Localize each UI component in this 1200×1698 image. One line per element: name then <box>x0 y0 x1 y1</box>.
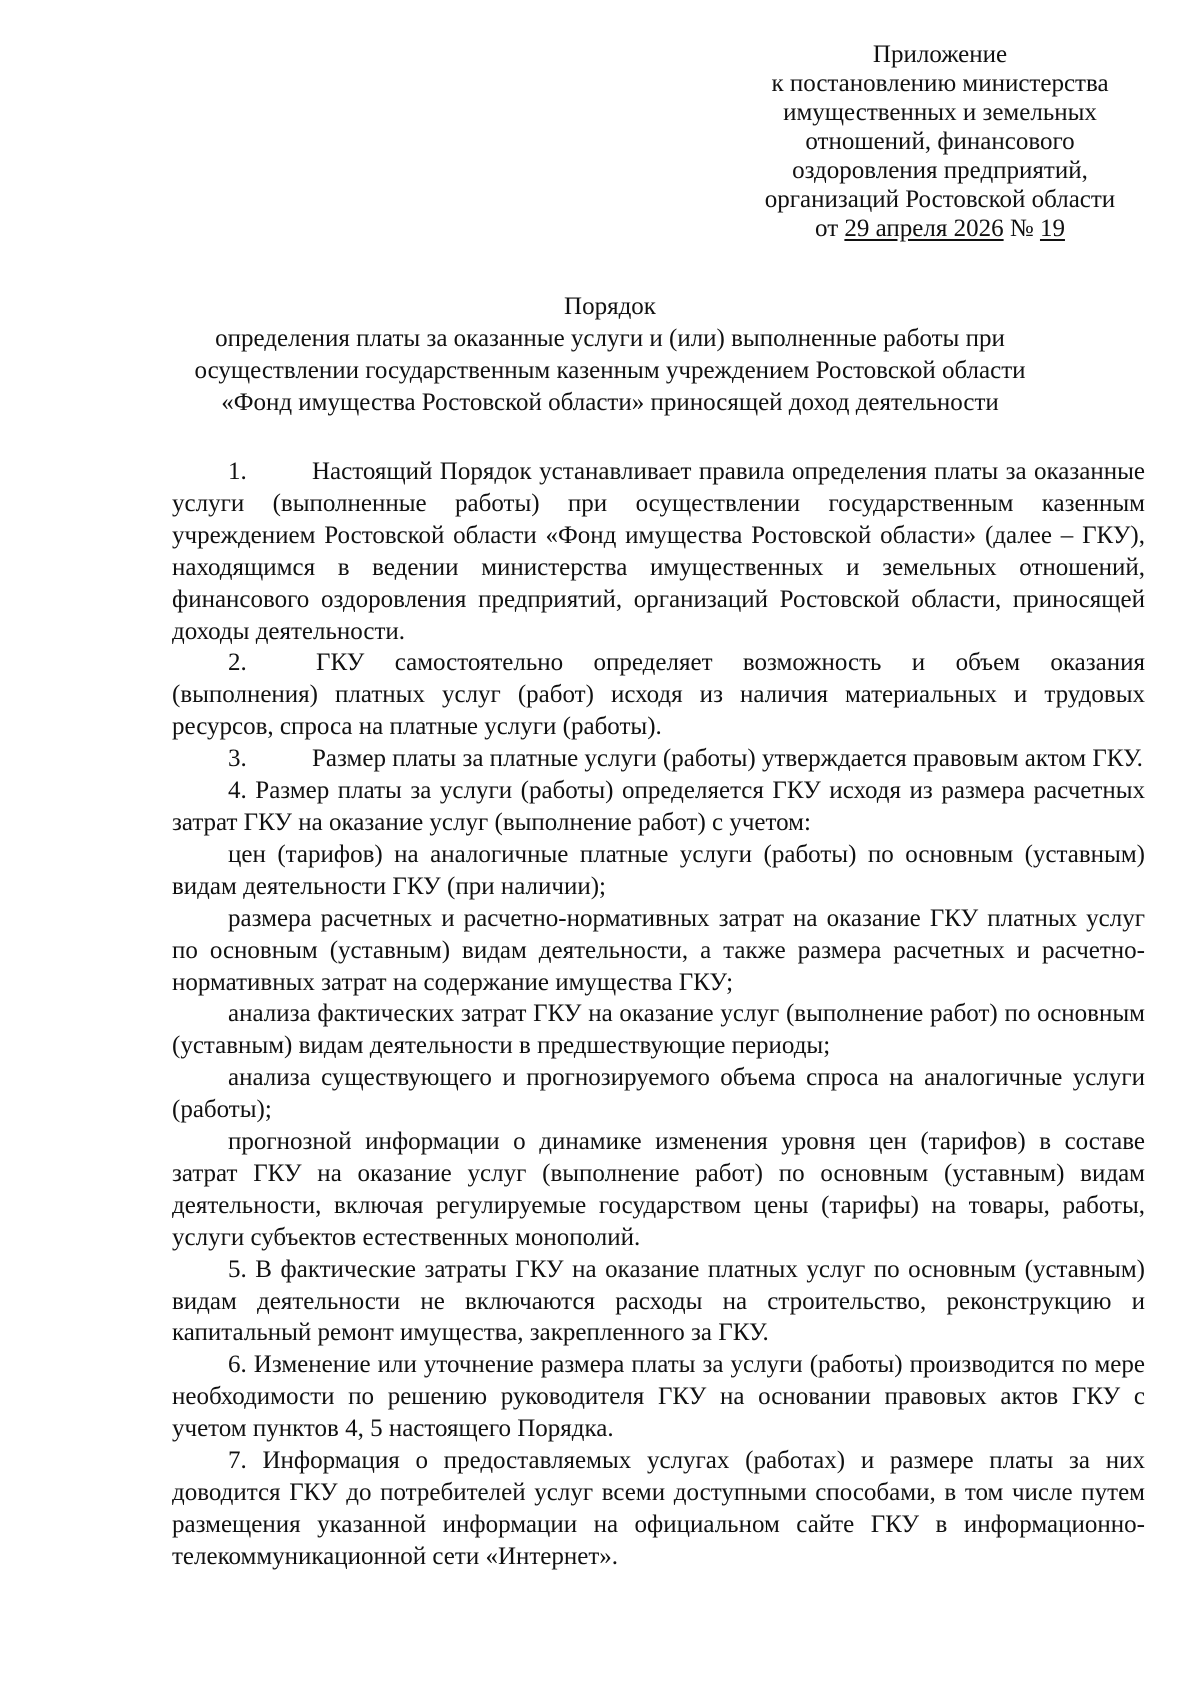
decree-date: 29 апреля 2026 <box>844 215 1004 242</box>
document-title <box>120 291 1100 419</box>
paragraph-1 <box>172 456 1145 647</box>
title-line-2: осуществлении государственным казенным учреждением Ростовской области <box>194 357 1026 384</box>
document-body <box>172 456 1145 1573</box>
appendix-line-5: оздоровления предприятий, <box>792 157 1088 184</box>
paragraph-5: 5. В фактические затраты ГКУ на оказание платных услуг по основным (уставным) видам деятельности не включаются расходы на строительство, реконструкцию и капитальный ремонт имущества, закрепленного за ГКУ. <box>172 1255 1145 1347</box>
paragraph-4-item-d: анализа существующего и прогнозируемого объема спроса на аналогичные услуги (работы); <box>172 1064 1145 1124</box>
title-line-1: определения платы за оказанные услуги и (или) выполненные работы при <box>215 325 1005 352</box>
paragraph-2-text: ГКУ самостоятельно определяет возможность и объем оказания (выполнения) платных услуг (работ) исходя из наличия материальных и трудовых ресурсов, спроса на платные услуги (работы). <box>172 649 1145 741</box>
paragraph-4: 4. Размер платы за услуги (работы) определяется ГКУ исходя из размера расчетных затрат ГКУ на оказание услуг (выполнение работ) с учетом: <box>172 777 1145 836</box>
paragraph-7: 7. Информация о предоставляемых услугах (работах) и размере платы за них доводится ГКУ до потребителей услуг всеми доступными способами, в том числе путем размещения указанной информации на официальном сайте ГКУ в информационно-телекоммуникационной сети «Интернет». <box>172 1447 1145 1570</box>
appendix-line-3: имущественных и земельных <box>783 99 1097 126</box>
paragraph-3 <box>172 743 1145 775</box>
paragraph-2-number: 2. <box>228 649 247 677</box>
title-heading: Порядок <box>564 293 656 320</box>
paragraph-3-text: Размер платы за платные услуги (работы) утверждается правовым актом ГКУ. <box>312 745 1143 773</box>
title-line-3: «Фонд имущества Ростовской области» приносящей доход деятельности <box>221 389 999 416</box>
paragraph-1-text: Настоящий Порядок устанавливает правила определения платы за оказанные услуги (выполненные работы) при осуществлении государственным казенным учреждением Ростовской области «Фонд имущества Ростовской области» (далее – ГКУ), находящимся в ведении министерства имущественных и земельных отношений, финансового оздоровления предприятий, организаций Ростовской области, приносящей доходы деятельности. <box>172 458 1145 645</box>
paragraph-4-item-c: анализа фактических затрат ГКУ на оказание услуг (выполнение работ) по основным (уставным) видам деятельности в предшествующие периоды; <box>172 1000 1145 1060</box>
decree-number: 19 <box>1039 215 1065 242</box>
appendix-line-1: Приложение <box>872 41 1008 68</box>
paragraph-4-item-a: цен (тарифов) на аналогичные платные услуги (работы) по основным (уставным) видам деятельности ГКУ (при наличии); <box>172 840 1145 900</box>
appendix-date-line <box>690 214 1190 243</box>
number-sign: № <box>1003 215 1040 242</box>
paragraph-4-item-e: прогнозной информации о динамике изменения уровня цен (тарифов) в составе затрат ГКУ на оказание услуг (выполнение работ) по основным (уставным) видам деятельности, включая регулируемые государством цены (тарифы) на товары, работы, услуги субъектов естественных монополий. <box>172 1128 1145 1251</box>
appendix-line-2: к постановлению министерства <box>771 70 1109 97</box>
appendix-line-4: отношений, финансового <box>805 128 1075 155</box>
date-prefix: от <box>815 215 845 242</box>
paragraph-4-item-b: размера расчетных и расчетно-нормативных затрат на оказание ГКУ платных услуг по основным (уставным) видам деятельности, а также размера расчетных и расчетно-нормативных затрат на содержание имущества ГКУ; <box>172 904 1145 996</box>
appendix-header <box>690 40 1190 243</box>
paragraph-6: 6. Изменение или уточнение размера платы за услуги (работы) производится по мере необходимости по решению руководителя ГКУ на основании правовых актов ГКУ с учетом пунктов 4, 5 настоящего Порядка. <box>172 1351 1145 1443</box>
appendix-line-6: организаций Ростовской области <box>764 186 1116 213</box>
paragraph-1-number: 1. <box>228 458 247 485</box>
paragraph-2 <box>172 647 1145 743</box>
paragraph-3-number: 3. <box>228 745 247 773</box>
